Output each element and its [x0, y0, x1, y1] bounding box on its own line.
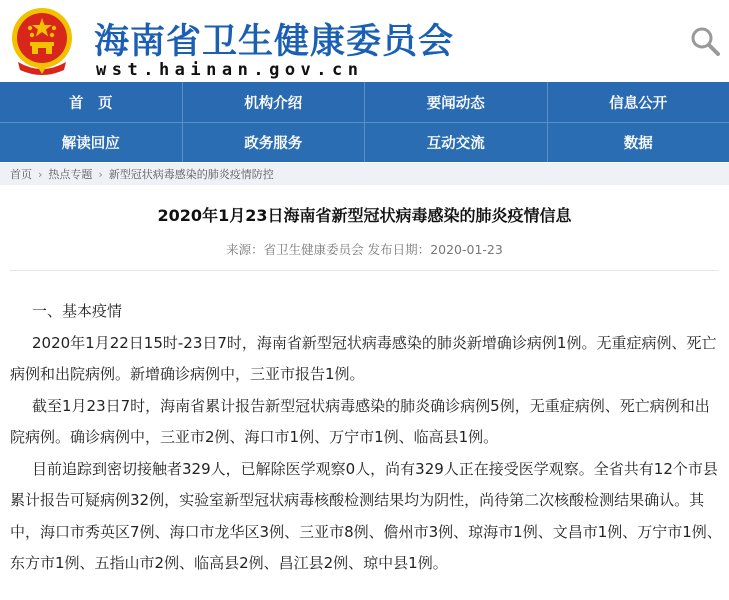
article-title: 2020年1月23日海南省新型冠状病毒感染的肺炎疫情信息 [157, 206, 572, 225]
article-body [10, 296, 722, 580]
site-url: wst.hainan.gov.cn [96, 60, 364, 80]
breadcrumb-home[interactable]: 首页 [10, 168, 32, 181]
breadcrumb-separator: › [38, 167, 43, 181]
breadcrumb-current[interactable]: 新型冠状病毒感染的肺炎疫情防控 [108, 168, 274, 181]
nav-item-interaction[interactable]: 互动交流 [365, 123, 548, 162]
breadcrumb [0, 163, 729, 185]
nav-item-news[interactable]: 要闻动态 [365, 82, 548, 122]
breadcrumb-topics[interactable]: 热点专题 [48, 168, 93, 181]
source-label: 来源： [226, 242, 264, 257]
paragraph: 目前追踪到密切接触者329人，已解除医学观察0人，尚有329人正在接受医学观察。全省共有12个市县累计报告可疑病例32例，实验室新型冠状病毒核酸检测结果均为阴性，尚待第二次核酸检测结果确认。其中，海口市秀英区7例、海口市龙华区3例、三亚市8例、儋州市3例、琼海市1例、文昌市1例、万宁市1例、东方市1例、五指山市2例、临高县2例、昌江县2例、琼中县1例。 [10, 459, 722, 572]
date-value: 2020-01-23 [430, 242, 503, 257]
divider [10, 270, 719, 271]
main-nav [0, 82, 729, 162]
nav-item-disclosure[interactable]: 信息公开 [548, 82, 729, 122]
nav-item-home[interactable]: 首 页 [0, 82, 183, 122]
nav-item-services[interactable]: 政务服务 [183, 123, 366, 162]
source-value: 省卫生健康委员会 [263, 242, 364, 257]
article-meta [0, 240, 729, 258]
nav-item-organization[interactable]: 机构介绍 [183, 82, 366, 122]
date-label: 发布日期： [367, 242, 431, 257]
breadcrumb-separator: › [98, 167, 103, 181]
nav-item-data[interactable]: 数据 [623, 136, 653, 152]
search-icon[interactable] [688, 24, 722, 58]
site-header [0, 0, 729, 82]
site-title: 海南省卫生健康委员会 [94, 22, 455, 62]
paragraph: 截至1月23日7时，海南省累计报告新型冠状病毒感染的肺炎确诊病例5例，无重症病例、死亡病例和出院病例。确诊病例中，三亚市2例、海口市1例、万宁市1例、临高县1例。 [10, 396, 710, 446]
section-heading: 一、基本疫情 [32, 302, 123, 320]
nav-item-interpretation[interactable]: 解读回应 [0, 123, 183, 162]
nav-row-secondary [0, 122, 729, 162]
nav-row-primary [0, 82, 729, 122]
paragraph: 2020年1月22日15时-23日7时，海南省新型冠状病毒感染的肺炎新增确诊病例1例。无重症病例、死亡病例和出院病例。新增确诊病例中，三亚市报告1例。 [10, 333, 717, 383]
national-emblem-icon [8, 4, 76, 78]
